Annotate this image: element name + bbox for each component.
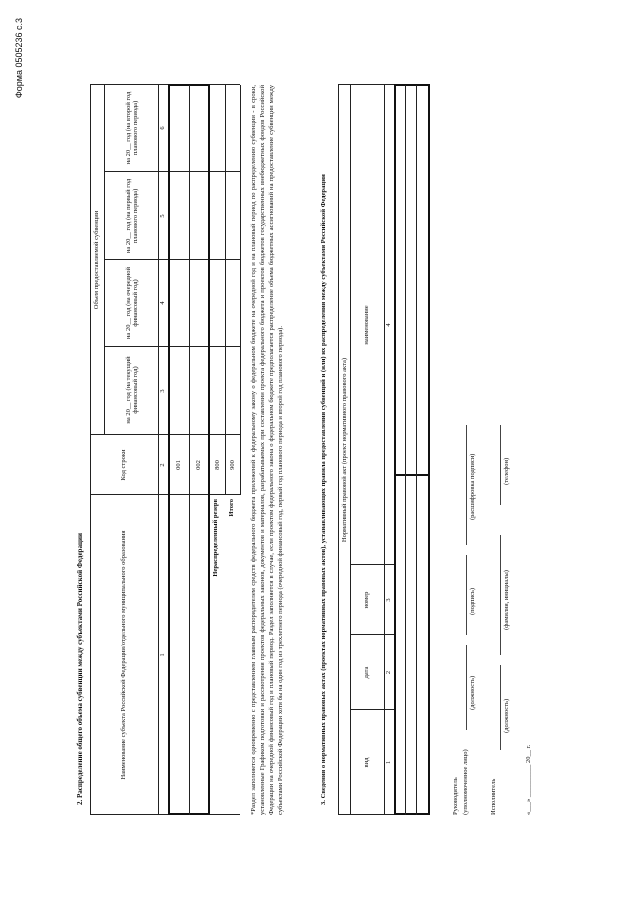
- col-number: 2: [385, 670, 393, 675]
- col-header-name: наименование: [363, 305, 371, 345]
- row-code-002: 002: [195, 460, 203, 470]
- executor-phone-caption: (телефон): [503, 457, 510, 485]
- col-number: 5: [159, 214, 167, 218]
- col-number: 6: [159, 126, 167, 130]
- col-header-date: дата: [363, 666, 371, 679]
- col-header-first-plan-year: на 20__ год (на первый год планового периода): [124, 178, 139, 254]
- executor-fio-caption: (фамилия, инициалы): [503, 570, 510, 630]
- date-line: «___» __________ 20__ г.: [525, 744, 532, 815]
- head-sub-label: (уполномоченное лицо): [462, 749, 469, 815]
- footnote: *Раздел заполняется одновременно с представлением главным распорядителем средств федерального бюджета приложений к федеральному закону о федеральном бюджете на очередной год и на плановый период по распределению субвенции - в сроки, установленные Графиком подготовки и рассмотрения проектов федеральных законов, документов и материалов, разрабатываемых при составлении проекта федерального бюджета и проектов бюджетов государственных внебюджетных фондов Российской Федерации на очередной финансовый год и плановый период. Раздел заполняется в случае, если проектом федерального закона о федеральном бюджете предполагается распределение объема бюджетных ассигнований на предоставление субвенции между субъектами Российской Федерации хотя бы на один год из трехлетнего периода (очередной финансовый год, первый год планового периода и второй год планового периода).: [250, 85, 284, 815]
- col-number: 3: [159, 389, 167, 393]
- section2-title: 2. Распределение общего объема субвенции между субъектами Российской Федерации: [76, 532, 84, 805]
- col-header-next-year: на 20__ год (на очередной финансовый год): [124, 266, 139, 340]
- section3-title: 3. Сведения о нормативных правовых актах (проектах нормативных правовых актов), устанавливающих правила предоставления субвенций и (или) их распределения между субъектами Российской Федерации: [320, 174, 327, 805]
- col-header-number: номер: [363, 591, 371, 609]
- executor-position-caption: (должность): [503, 698, 510, 733]
- col-number: 4: [159, 301, 167, 305]
- col-header-name: Наименование субъекта Российской Федерации/отдельного муниципального образования: [120, 530, 128, 780]
- executor-label: Исполнитель: [490, 778, 497, 815]
- col-number: 1: [385, 760, 393, 765]
- head-decoding-caption: (расшифровка подписи): [469, 453, 476, 520]
- col-number: 3: [385, 598, 393, 602]
- col-header-second-plan-year: на 20__ год (на второй год планового периода): [124, 91, 139, 165]
- head-position-caption: (должность): [469, 675, 476, 710]
- reserve-label: Нераспределенный резерв: [212, 499, 219, 577]
- col-header-kind: вид: [363, 757, 371, 768]
- col-number: 1: [159, 653, 167, 657]
- total-label: Итого: [228, 499, 235, 517]
- legal-act-group-header: Нормативный правовой акт (проект нормативного правового акта): [340, 357, 348, 543]
- col-number: 2: [159, 463, 167, 467]
- head-label: Руководитель: [452, 777, 459, 815]
- col-header-code: Код строки: [120, 449, 128, 481]
- row-code-001: 001: [175, 460, 183, 470]
- form-label: Форма 0505236 с.3: [14, 18, 24, 99]
- total-code: 900: [229, 460, 237, 470]
- col-header-current-year: на 20__ год (на текущий финансовый год): [124, 356, 139, 424]
- head-signature-caption: (подпись): [469, 588, 476, 615]
- col-number: 4: [385, 323, 393, 327]
- reserve-code: 800: [214, 460, 222, 470]
- col-header-volume: Объем предоставляемой субвенции: [93, 210, 101, 310]
